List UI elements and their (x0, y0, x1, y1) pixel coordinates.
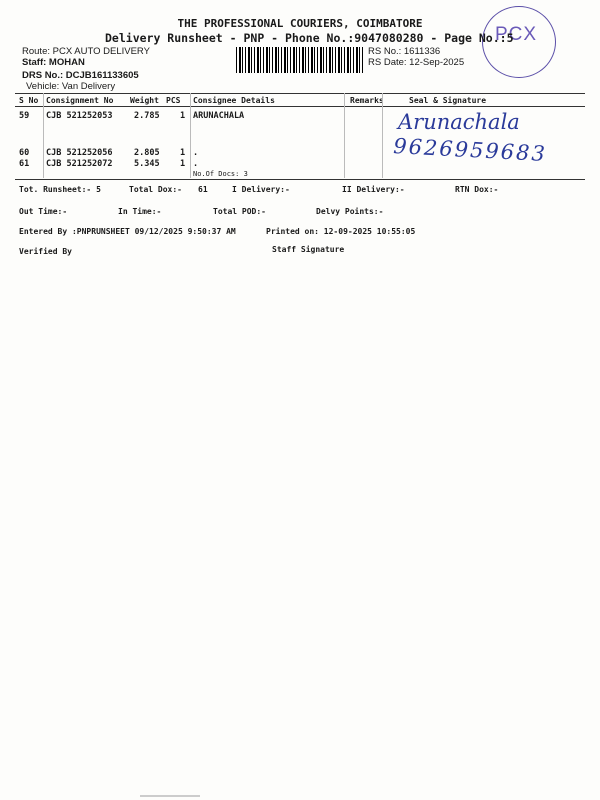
row-60-sno: 60 (19, 148, 30, 158)
rtn-dox: RTN Dox:- (455, 185, 499, 194)
staff-text: Staff: MOHAN (22, 57, 85, 68)
printed-on: Printed on: 12-09-2025 10:55:05 (266, 227, 416, 236)
verified-by: Verified By (19, 247, 72, 256)
row-60-weight: 2.805 (134, 148, 160, 158)
scan-mark (140, 795, 200, 797)
row-61-consignee: . (193, 159, 199, 169)
row-60-pcs: 1 (180, 148, 186, 158)
row-61-weight: 5.345 (134, 159, 160, 169)
row-61-pcs: 1 (180, 159, 186, 169)
row-59-consignee: ARUNACHALA (193, 111, 245, 121)
row-59-sno: 59 (19, 111, 30, 121)
handwritten-name: Arunachala (398, 110, 520, 134)
runsheet-title: Delivery Runsheet - PNP - Phone No.:9047080280 - Page No.:5 (105, 31, 514, 45)
staff-signature: Staff Signature (272, 245, 345, 254)
delvy-points: Delvy Points:- (316, 207, 384, 216)
col-weight: Weight (130, 96, 159, 105)
col-sno: S No (19, 96, 39, 105)
vehicle-text: Vehicle: Van Delivery (26, 81, 116, 92)
col-pcs: PCS (166, 96, 181, 105)
col-seal: Seal & Signature (409, 96, 487, 105)
in-time: In Time:- (118, 207, 162, 216)
row-59-consignment: CJB 521252053 (46, 111, 113, 121)
row-60-consignment: CJB 521252056 (46, 148, 113, 158)
stamp-text: PCX (495, 24, 538, 45)
no-of-docs: No.Of Docs: 3 (193, 170, 248, 178)
out-time: Out Time:- (19, 207, 68, 216)
col-remarks: Remarks (350, 96, 384, 105)
entered-by: Entered By :PNPRUNSHEET 09/12/2025 9:50:37 AM (19, 227, 236, 236)
col-consignment: Consignment No (46, 96, 114, 105)
col-consignee: Consignee Details (193, 96, 275, 105)
total-dox-label: Total Dox:- (129, 185, 182, 194)
total-dox-value: 61 (198, 185, 208, 194)
total-pod: Total POD:- (213, 207, 266, 216)
company-name: THE PROFESSIONAL COURIERS, COIMBATORE (177, 17, 423, 30)
tot-runsheet: Tot. Runsheet:- 5 (19, 185, 101, 194)
route-text: Route: PCX AUTO DELIVERY (22, 46, 150, 57)
i-delivery: I Delivery:- (232, 185, 290, 194)
row-59-pcs: 1 (180, 111, 186, 121)
row-59-weight: 2.785 (134, 111, 160, 121)
handwritten-phone: 9626959683 (392, 134, 548, 167)
row-61-sno: 61 (19, 159, 30, 169)
rs-number: RS No.: 1611336 (368, 46, 441, 57)
rs-date: RS Date: 12-Sep-2025 (368, 57, 465, 68)
row-61-consignment: CJB 521252072 (46, 159, 113, 169)
drs-number: DRS No.: DCJB161133605 (22, 70, 139, 81)
ii-delivery: II Delivery:- (342, 185, 405, 194)
row-60-consignee: . (193, 148, 199, 158)
barcode (236, 47, 364, 73)
